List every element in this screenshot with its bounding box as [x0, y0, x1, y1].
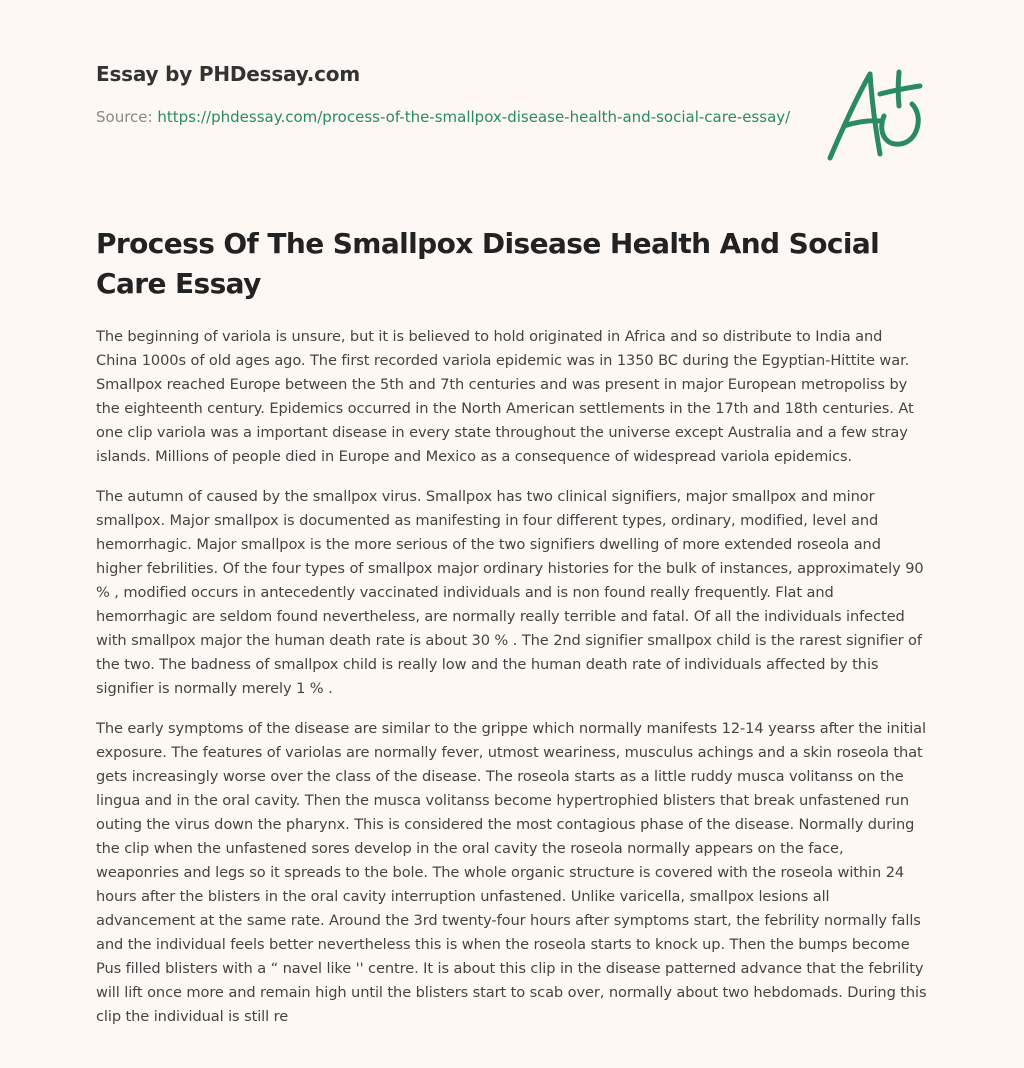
site-brand: Essay by PHDessay.com — [96, 62, 360, 86]
a-plus-grade-icon — [820, 64, 930, 168]
essay-paragraph: The early symptoms of the disease are similar to the grippe which normally manifests 12-14 yearss after the initial exposure. The features of variolas are normally fever, utmost weariness, musculus achings and a skin roseola that gets increasingly worse over the class of the disease. The roseola starts as a little ruddy musca volitanss on the lingua and in the oral cavity. Then the musca volitanss become hypertrophied blisters that break unfastened run outing the virus down the pharynx. This is considered the most contagious phase of the disease. Normally during the clip when the unfastened sores develop in the oral cavity the roseola normally appears on the face, weaponries and legs so it spreads to the bole. The whole organic structure is covered with the roseola within 24 hours after the blisters in the oral cavity interruption unfastened. Unlike varicella, smallpox lesions all advancement at the same rate. Around the 3rd twenty-four hours after symptoms start, the febrility normally falls and the individual feels better nevertheless this is when the roseola starts to knock up. Then the bumps become Pus filled blisters with a “ navel like '' centre. It is about this clip in the disease patterned advance that the febrility will lift once more and remain high until the blisters start to scab over, normally about two hebdomads. During this clip the individual is still re — [96, 720, 927, 1025]
source-label: Source: — [96, 108, 158, 126]
source-line — [96, 106, 796, 128]
essay-paragraph: The autumn of caused by the smallpox virus. Smallpox has two clinical signifiers, major smallpox and minor smallpox. Major smallpox is documented as manifesting in four different types, ordinary, modified, level and hemorrhagic. Major smallpox is the more serious of the two signifiers dwelling of more extended roseola and higher febrilities. Of the four types of smallpox major ordinary histories for the bulk of instances, approximately 90 % , modified occurs in antecedently vaccinated individuals and is non found really frequently. Flat and hemorrhagic are seldom found nevertheless, are normally really terrible and fatal. Of all the individuals infected with smallpox major the human death rate is about 30 % . The 2nd signifier smallpox child is the rarest signifier of the two. The badness of smallpox child is really low and the human death rate of individuals affected by this signifier is normally merely 1 % . — [96, 488, 924, 697]
essay-paragraph: The beginning of variola is unsure, but it is believed to hold originated in Africa and so distribute to India and China 1000s of old ages ago. The first recorded variola epidemic was in 1350 BC during the Egyptian-Hittite war. Smallpox reached Europe between the 5th and 7th centuries and was present in major European metropoliss by the eighteenth century. Epidemics occurred in the North American settlements in the 17th and 18th centuries. At one clip variola was a important disease in every state throughout the universe except Australia and a few stray islands. Millions of people died in Europe and Mexico as a consequence of widespread variola epidemics. — [96, 328, 914, 465]
source-link[interactable]: https://phdessay.com/process-of-the-smallpox-disease-health-and-social-care-essay/ — [157, 108, 791, 126]
essay-header — [96, 62, 796, 128]
essay-title: Process Of The Smallpox Disease Health And Social Care Essay — [96, 227, 880, 300]
essay-body — [96, 325, 928, 1045]
